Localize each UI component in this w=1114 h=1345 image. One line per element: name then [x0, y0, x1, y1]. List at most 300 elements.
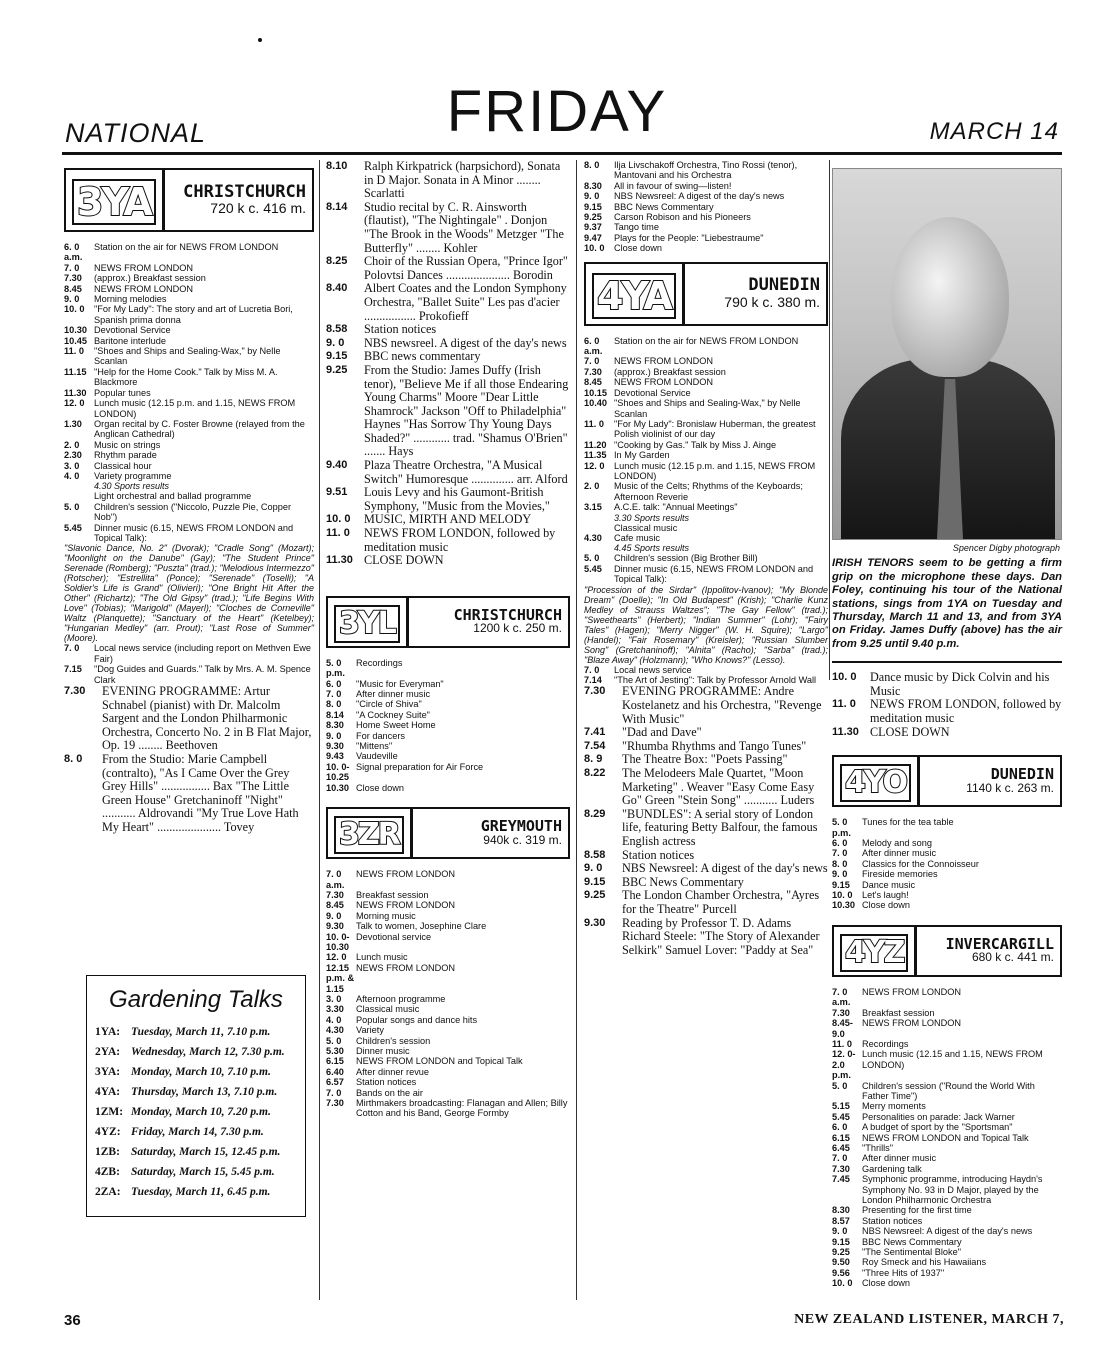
program-entry [326, 1098, 570, 1119]
program-time: 9. 0 [326, 730, 342, 741]
print-speck [258, 38, 262, 42]
gardening-station: 1YA: [95, 1026, 121, 1038]
program-description: Station notices [356, 1077, 417, 1088]
program-description: Children's session ("Round the World With Father Time") [862, 1080, 1035, 1101]
gardening-list [95, 1026, 297, 1199]
program-time: 8. 9 [584, 753, 603, 766]
program-entry [326, 350, 570, 364]
program-time: 11. 0 [64, 346, 84, 357]
program-time: 8. 0 [832, 858, 848, 869]
program-entry [326, 1077, 570, 1087]
program-entry [326, 679, 570, 689]
program-entry [326, 731, 570, 741]
program-time: 12.15 p.m. & 1.15 [326, 962, 355, 994]
program-time: 7. 0 [584, 664, 600, 675]
program-time: 7. 0 [64, 643, 80, 654]
program-time: 9.51 [326, 486, 348, 499]
program-time: 6. 0 a.m. [64, 242, 83, 263]
program-time: 8.22 [584, 766, 606, 779]
program-entry [584, 212, 828, 222]
program-description: Afternoon programme [356, 993, 446, 1004]
program-entry [832, 1081, 1062, 1102]
program-entry [64, 294, 314, 304]
program-description: CLOSE DOWN [870, 724, 950, 739]
program-description: NEWS FROM LONDON [94, 262, 194, 273]
program-description: Close down [356, 782, 405, 793]
program-entry [64, 643, 314, 664]
program-entry [64, 419, 314, 440]
program-time: 7. 0 [832, 1153, 848, 1164]
dinner-music-list: "Procession of the Sirdar" (Ippolitov-Ivanov); "My Blonde Dream" (Doelle); "In Old Budapest" (Krish); "Charlie Kunz Medley of Strauss Waltzes"; "The Gay Fellow" (trad.); "Sweethearts" (Herbert); "Indian Summer" (Lohr); "Fairy Tales" (Hagen); "Merry Nigger" (W. H. Squire); "Largo" (Handel); "Fair Rosemary" (Kreisler); "Russian Slumber Song" (Gretchaninoff); "Alnita" (Racho); "Sarba" (trad.); "Blaze Away" (Holzmann); "Who Knows?" (Lesso). [584, 584, 828, 665]
program-time: 9.30 [326, 921, 344, 932]
program-entry [64, 440, 314, 450]
station-frequency: 1140 k c. 263 m. [966, 780, 1054, 795]
program-description: Plays for the People: "Liebestraume" [614, 232, 764, 243]
program-list [584, 336, 828, 513]
program-description: Baritone interlude [94, 335, 167, 346]
tenor-portrait-photo [832, 168, 1062, 540]
program-entry [326, 952, 570, 962]
program-time: 6. 0 [832, 838, 848, 849]
program-description: Home Sweet Home [356, 720, 436, 731]
program-time: 11. 0 [326, 527, 350, 540]
program-description: NBS Newsreel: A digest of the day's news [614, 191, 785, 202]
program-entry [64, 502, 314, 523]
program-time: 7.45 [832, 1174, 850, 1185]
program-entry [326, 658, 570, 679]
dinner-music-list: "Slavonic Dance, No. 2" (Dvorak); "Cradle Song" (Mozart); "Moonlight on the Danube" (Gay); "The Student Prince" Serenade (Romberg); "Puszta" (trad.); "Melodious Intermezzo" (Rotscher); "Estrellita" (Ponce); "Serenade" (Toselli); "A Soldier's Life is Grand" (Olivieri); "One Bright Hit After the Other" (Richartz); "The Old Gipsy" (trad.); "Life Begins With Love" (Tobias); "Marigold" (Mayerl); "Cloches de Corneville" Waltz (Planquette); "Sanctuary of the Heart" (Ketelbey); "Hungarian Medley" (arr. Prout); "Last Rose of Summer" (Moore). [64, 543, 314, 644]
program-time: 6. 0 a.m. [584, 335, 603, 357]
program-time: 7.41 [584, 726, 606, 739]
program-entry [584, 767, 828, 808]
evening-programme-list [64, 685, 314, 835]
program-entry [832, 1216, 1062, 1226]
program-entry [832, 1133, 1062, 1143]
program-entry [326, 1067, 570, 1077]
program-time: 9.43 [326, 751, 344, 762]
program-entry [326, 160, 570, 201]
program-entry [326, 337, 570, 351]
program-time: 10. 0-10.25 [326, 761, 350, 783]
program-list [64, 242, 314, 481]
program-time: 9.15 [584, 201, 602, 212]
program-entry [832, 1018, 1062, 1039]
program-time: 9.25 [832, 1247, 850, 1258]
program-time: 4. 0 [326, 1014, 342, 1025]
program-description: Dinner music [356, 1046, 410, 1056]
program-time: 2. 0 [64, 439, 80, 450]
program-description: BBC News Commentary [622, 874, 744, 889]
program-time: 6. 0 [832, 1122, 848, 1133]
program-time: 8.10 [326, 160, 348, 172]
program-entry [832, 987, 1062, 1008]
program-time: 5.45 [832, 1111, 850, 1122]
program-description: Carson Robison and his Pioneers [614, 212, 751, 223]
program-time: 11.30 [832, 725, 859, 738]
program-entry [326, 1046, 570, 1056]
program-description: "Rhumba Rhythms and Tango Tunes" [622, 738, 807, 753]
program-description: Close down [862, 1278, 911, 1289]
program-description: Lunch music (12.15 p.m. and 1.15, NEWS FROM LONDON) [94, 398, 296, 419]
program-time: 5.45 [64, 522, 82, 533]
program-time: 10.45 [64, 335, 87, 346]
program-time: 9.25 [584, 889, 606, 902]
day-title: FRIDAY [446, 79, 668, 144]
program-time: 7.30 [64, 273, 82, 284]
program-description: Classical music [356, 1004, 420, 1015]
program-entry [832, 671, 1062, 698]
station-call-sign: 4YO [834, 757, 920, 805]
program-description: BBC News Commentary [614, 201, 714, 212]
program-description: Station notices [862, 1215, 923, 1226]
program-time: 8. 0 [584, 160, 600, 170]
program-entry [584, 377, 828, 387]
program-time: 11. 0 [584, 418, 604, 429]
program-description: From the Studio: Marie Campbell (contralto), "As I Came Over the Grey Grey Hills" ................ Bax "The Little Green House" Gretchaninoff "Night" ........... Aldrovandi "My True Love Hath My Heart" ..................... Tovey [102, 751, 299, 834]
program-entry [584, 564, 828, 585]
program-description: Tunes for the tea table [862, 817, 954, 828]
program-entry [326, 710, 570, 720]
program-description: Dinner music (6.15, NEWS FROM LONDON and Topical Talk): [94, 522, 294, 543]
program-entry [584, 481, 828, 502]
program-description: Lunch music (12.15 and 1.15, NEWS FROM LONDON) [862, 1049, 1043, 1070]
program-description: Popular tunes [94, 387, 151, 398]
program-time: 9. 0 [584, 862, 603, 875]
program-entry [64, 523, 314, 544]
program-description: BBC news commentary [364, 349, 481, 364]
station-city: DUNEDIN [748, 275, 820, 296]
program-description: After dinner music [356, 689, 431, 700]
program-description: Lunch music (12.15 p.m. and 1.15, NEWS FROM LONDON) [614, 460, 816, 481]
station-call-sign: 4YZ [834, 927, 917, 975]
program-entry [326, 1036, 570, 1046]
program-entry [584, 685, 828, 726]
program-list [832, 817, 1062, 911]
program-description: NEWS FROM LONDON [356, 900, 456, 911]
program-time: 7.30 [584, 366, 602, 377]
column-3ya-evening [326, 160, 570, 1119]
program-entry [832, 817, 1062, 838]
station-call-sign: 3YL [328, 598, 409, 646]
program-description: "Shoes and Ships and Sealing-Wax," by Nelle Scanlan [94, 346, 281, 367]
column-photo-4yo-4yz [832, 160, 1062, 1289]
program-entry [832, 1164, 1062, 1174]
program-time: 10. 0 [584, 243, 605, 254]
station-frequency: 790 k c. 380 m. [724, 293, 820, 310]
program-entry [584, 450, 828, 460]
program-entry [326, 1015, 570, 1025]
program-time: 2.30 [64, 450, 82, 461]
program-time: 7. 0 [326, 1087, 342, 1098]
program-time: 7.14 [584, 675, 602, 685]
program-description: NEWS FROM LONDON [614, 356, 714, 367]
program-entry [326, 963, 570, 994]
program-entry [326, 869, 570, 890]
program-time: 7.30 [326, 889, 344, 900]
program-time: 9.15 [326, 350, 348, 363]
program-description: Ilja Livschakoff Orchestra, Tino Rossi (tenor), Mantovani and his Orchestra [614, 160, 798, 181]
program-entry [64, 367, 314, 388]
program-time: 8.29 [584, 807, 606, 820]
station-frequency: 940k c. 319 m. [483, 832, 562, 847]
program-entry [584, 398, 828, 419]
program-entry [326, 527, 570, 554]
program-description: "Circle of Shiva" [356, 699, 422, 710]
program-entry [584, 440, 828, 450]
program-description: Recordings [356, 657, 403, 668]
program-description: Lunch music [356, 952, 408, 963]
station-frequency: 1200 k c. 250 m. [473, 621, 562, 636]
program-entry [584, 502, 828, 512]
publication-footer: NEW ZEALAND LISTENER, MARCH 7, [794, 1312, 1064, 1327]
program-time: 7. 0 a.m. [832, 986, 851, 1008]
program-description: NEWS FROM LONDON [614, 377, 714, 388]
program-time: 8.45 [326, 900, 344, 911]
program-entry [584, 181, 828, 191]
program-description: A budget of sport by the "Sportsman" [862, 1122, 1013, 1133]
program-time: 9.37 [584, 222, 602, 233]
program-description: "The Sentimental Bloke" [862, 1247, 961, 1258]
program-description: NBS Newsreel: A digest of the day's news [862, 1226, 1033, 1237]
program-description: Mirthmakers broadcasting: Flanagan and Allen; Billy Cotton and his Band, George Formby [356, 1098, 568, 1119]
program-entry [832, 1257, 1062, 1267]
program-time: 1.30 [64, 418, 82, 429]
program-entry [584, 356, 828, 366]
program-entry [832, 1122, 1062, 1132]
program-entry [832, 1101, 1062, 1111]
program-description: Popular songs and dance hits [356, 1014, 478, 1025]
column-4ya [584, 160, 828, 957]
program-entry [832, 890, 1062, 900]
program-entry [584, 367, 828, 377]
program-time: 6.15 [326, 1056, 344, 1067]
program-description: In My Garden [614, 450, 670, 461]
program-time: 6.45 [832, 1142, 850, 1153]
program-entry [832, 859, 1062, 869]
program-description: "Mittens" [356, 741, 393, 752]
program-entry [64, 336, 314, 346]
program-description: "For My Lady": Bronislaw Huberman, the greatest Polish violinist of our day [614, 418, 816, 440]
program-description: MUSIC, MIRTH AND MELODY [364, 512, 532, 527]
program-entry [832, 1174, 1062, 1205]
program-time: 4. 0 [64, 470, 80, 481]
program-entry [832, 1268, 1062, 1278]
program-entry [832, 900, 1062, 910]
program-time: 10. 0 [326, 513, 351, 526]
program-note: 4.30 Sports results [94, 481, 170, 492]
program-description: (approx.) Breakfast session [94, 273, 206, 284]
program-description: Roy Smeck and his Hawaiians [862, 1257, 987, 1268]
program-entry [64, 304, 314, 325]
program-description: Studio recital by C. R. Ainsworth (flautist), "The Nightingale" . Donjon "The Brook in the Woods" Metzger "The Butterfly" ........ Kohler [364, 199, 564, 255]
program-entry [64, 664, 314, 685]
program-list [584, 665, 828, 686]
gardening-station: 4ZB: [95, 1166, 120, 1178]
program-time: 5.30 [326, 1046, 344, 1056]
program-description: The London Chamber Orchestra, "Ayres for the Theatre" Purcell [622, 888, 820, 916]
program-description: Recordings [862, 1038, 909, 1049]
gardening-item [95, 1166, 297, 1179]
gardening-when: Tuesday, March 11, 7.10 p.m. [131, 1026, 271, 1038]
gardening-when: Thursday, March 13, 7.10 p.m. [131, 1086, 278, 1098]
program-entry [832, 1143, 1062, 1153]
gardening-when: Wednesday, March 12, 7.30 p.m. [131, 1046, 285, 1058]
program-description: Cafe music [614, 532, 660, 543]
gardening-when: Saturday, March 15, 12.45 p.m. [131, 1146, 281, 1158]
program-time: 5. 0 [832, 1080, 848, 1091]
program-time: 4.30 [584, 532, 602, 543]
program-description: Symphonic programme, introducing Haydn's Symphony No. 93 in D Major, played by the London Philharmonic Orchestra [862, 1174, 1043, 1205]
program-time: 11. 0 [832, 1038, 852, 1049]
program-description: Breakfast session [356, 889, 429, 900]
program-description: Dance music [862, 879, 916, 890]
program-entry [64, 346, 314, 367]
program-entry [584, 753, 828, 767]
program-entry [584, 876, 828, 890]
program-time: 2. 0 [584, 481, 600, 492]
program-time: 12. 0 [64, 398, 85, 409]
station-logo-4ya [584, 262, 828, 326]
program-time: 12. 0 [584, 460, 605, 471]
program-description: Talk to women, Josephine Clare [356, 921, 487, 932]
program-entry [64, 325, 314, 335]
program-note: 3.30 Sports results [614, 512, 690, 523]
program-entry [832, 1237, 1062, 1247]
program-entry [326, 751, 570, 761]
gardening-title: Gardening Talks [109, 986, 283, 1013]
gardening-item [95, 1046, 297, 1059]
program-time: 9.47 [584, 232, 602, 243]
program-time: 5. 0 p.m. [832, 817, 851, 838]
program-time: 8.58 [584, 848, 606, 861]
gardening-item [95, 1066, 297, 1079]
program-list [584, 523, 828, 544]
program-time: 4.30 [326, 1025, 344, 1036]
program-entry [584, 740, 828, 754]
program-description: "Three Hits of 1937" [862, 1267, 945, 1278]
gardening-station: 3YA: [95, 1066, 121, 1078]
gardening-when: Tuesday, March 11, 6.45 p.m. [131, 1186, 271, 1198]
program-time: 9.56 [832, 1267, 850, 1278]
program-description: Devotional service [356, 931, 432, 942]
program-description: Organ recital by C. Foster Browne (relayed from the Anglican Cathedral) [94, 418, 305, 440]
header-rule [62, 152, 1062, 155]
program-entry [64, 263, 314, 273]
program-entry [584, 862, 828, 876]
program-entry [64, 461, 314, 471]
program-time: 7. 0 [584, 356, 600, 367]
program-time: 7. 0 [64, 262, 80, 273]
program-time: 9.30 [584, 916, 606, 929]
program-entry [832, 838, 1062, 848]
station-city: CHRISTCHURCH [183, 181, 306, 202]
program-description: Let's laugh! [862, 890, 909, 901]
program-description: Close down [862, 900, 911, 911]
program-entry [584, 726, 828, 740]
program-time: 8.45 [584, 377, 602, 388]
program-description: NEWS FROM LONDON, followed by meditation music [364, 526, 556, 554]
program-description: From the Studio: James Duffy (Irish tenor), "Believe Me if all those Endearing Young Charms" Moore "Dear Little Shamrock" Jackson "Off to Philadelphia" Haynes "Has Sorrow Thy Young Days Shaded?" ............ trad. "Shamus O'Brien" ....... Hays [364, 362, 569, 459]
program-description: Local news service [614, 664, 692, 675]
program-time: 9.40 [326, 459, 348, 472]
program-description: Tango time [614, 222, 659, 233]
program-description: Close down [614, 243, 663, 254]
program-entry [64, 398, 314, 419]
program-time: 7. 0 [326, 689, 342, 700]
program-time: 3.15 [584, 502, 602, 513]
program-time: 9. 0 [584, 191, 600, 202]
program-time: 9. 0 [326, 336, 345, 349]
program-description: Bands on the air [356, 1087, 423, 1098]
program-entry [326, 783, 570, 793]
program-time: 8. 0 [64, 752, 83, 765]
program-time [584, 523, 614, 533]
program-time: 3. 0 [64, 460, 80, 471]
program-time: 11.30 [326, 554, 353, 567]
program-description: Devotional Service [94, 325, 171, 336]
station-logo-3zr [326, 807, 570, 859]
program-description: Fireside memories [862, 869, 938, 880]
program-time: 7. 0 [832, 848, 848, 859]
program-entry [584, 191, 828, 201]
program-entry [584, 808, 828, 849]
program-time: 7.30 [584, 685, 606, 698]
evening-programme-list [584, 685, 828, 957]
program-time: 10.30 [326, 782, 349, 793]
program-time: 5.15 [832, 1101, 850, 1112]
program-entry [326, 900, 570, 910]
program-time: 8.45-9.0 [832, 1018, 853, 1039]
program-list [584, 160, 828, 254]
program-description: BBC News Commentary [862, 1236, 962, 1247]
program-description: Classical hour [94, 460, 152, 471]
program-entry [584, 202, 828, 212]
column-3ya [64, 160, 314, 835]
program-time: 10. 0 [64, 304, 85, 315]
gardening-item [95, 1106, 297, 1119]
program-entry [832, 848, 1062, 858]
program-entry [326, 994, 570, 1004]
program-entry [326, 1025, 570, 1035]
program-description: Rhythm parade [94, 450, 157, 461]
program-list [326, 658, 570, 793]
program-time: 3. 0 [326, 993, 342, 1004]
program-description: Ralph Kirkpatrick (harpsichord), Sonata in D Major. Sonata in A Minor ........ Scarlatti [364, 159, 561, 201]
program-description: Louis Levy and his Gaumont-British Symphony, "Music from the Movies," [364, 485, 550, 513]
station-city: INVERCARGILL [945, 934, 1054, 953]
station-logo-4yz [832, 925, 1062, 977]
program-time: 7. 0 a.m. [326, 869, 345, 890]
program-description: Station notices [622, 847, 695, 862]
program-list [326, 160, 570, 568]
program-time: 5. 0 [64, 501, 80, 512]
gardening-when: Friday, March 14, 7.30 p.m. [131, 1126, 264, 1138]
program-description: Melody and song [862, 838, 932, 849]
program-entry [584, 553, 828, 563]
program-entry [832, 726, 1062, 740]
program-description: NEWS FROM LONDON [94, 283, 194, 294]
program-entry [326, 741, 570, 751]
program-entry [584, 849, 828, 863]
program-time: 10.40 [584, 398, 607, 409]
program-time: 7.30 [64, 685, 86, 697]
program-entry [326, 762, 570, 783]
program-entry [584, 523, 828, 533]
program-entry [326, 689, 570, 699]
program-entry [326, 323, 570, 337]
station-call-sign: 3ZR [328, 809, 413, 857]
program-list [832, 987, 1062, 1289]
